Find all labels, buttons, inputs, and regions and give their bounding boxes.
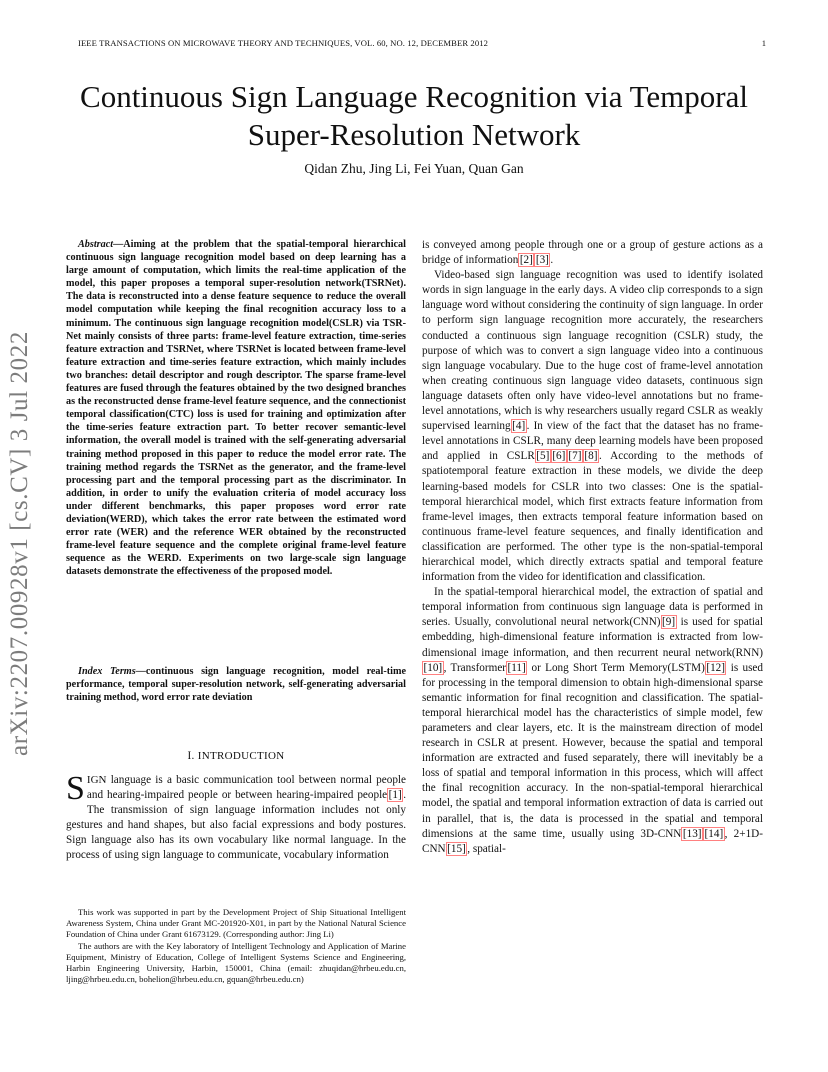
citation-link[interactable]: [12] [706,661,725,674]
citation-link[interactable]: [5] [536,450,550,463]
citation-link[interactable]: [9] [662,616,676,629]
text-run: or Long Short Term Memory(LSTM) [527,661,705,674]
citation-link[interactable]: [4] [512,420,526,433]
text-run: Video-based sign language recognition was used to identify isolated words in sign language in the early days. A video clip corresponds to a sign language word without considering the continuity of sign language. In order to perform sign language recognition more accurately, the researchers conducted a continuous sign language recognition (CSLR) study, the purpose of which was to convert a sign language video into a continuous sign language vocabulary. Due to the huge cost of frame-level annotation when creating continuous sign language video datasets, continuous sign language datasets often only have video-level annotations but no frame-level annotations, which is why researchers usually regard CSLR as weakly supervised learning [422,269,763,433]
text-run: . In view of the fact that the dataset has no frame-level annotations in CSLR, many deep learning models have been proposed and applied in CSLR [422,420,763,463]
citation-link[interactable]: [10] [423,661,443,674]
text-run: is used for spatial embedding, high-dimensional feature information is extracted from low-dimensional image information, and then recurrent neural network(RNN) [422,616,763,659]
running-header: IEEE TRANSACTIONS ON MICROWAVE THEORY AND TECHNIQUES, VOL. 60, NO. 12, DECEMBER 2012 [78,38,489,48]
citation-link[interactable]: [14] [704,827,724,840]
right-paragraph-2 [422,585,763,857]
citation-link[interactable]: [6] [552,450,566,463]
footnote-affiliation: The authors are with the Key laboratory of Intelligent Technology and Application of Marine Equipment, Ministry of Education, College of Intelligent Systems Science and Engineering, Harbin Engineering University, Harbin, 150001, China (email: zhuqidan@hrbeu.edu.cn, ljing@hrbeu.edu.cn, bohelion@hrbeu.edu.cn, gquan@hrbeu.edu.cn) [66,940,406,985]
citation-link[interactable]: [13] [682,827,702,840]
index-terms [66,665,406,704]
text-run: . According to the methods of spatiotemporal feature extraction in these models, we divide the deep learning-based models for CSLR into two classes: One is the spatial-temporal hierarchical model, which first extracts feature information from frame-level images, then extracts temporal feature information based on continuous frame-level feature sequences, and finally identification and classification are performed. The other type is the non-spatial-temporal hierarchical model, which directly extracts spatial and temporal feature information from the video for identification and classification. [422,450,763,584]
section-number: I. [187,750,195,762]
citation-link[interactable]: [2] [519,254,533,267]
abstract-text: —Aiming at the problem that the spatial-temporal hierarchical continuous sign language recognition model based on deep learning has a large amount of computation, which limits the real-time application of the model, this paper proposes a temporal super-resolution network(TSRNet). The data is reconstructed into a dense feature sequence to reduce the overall model computation while keeping the final recognition accuracy loss to a minimum. The continuous sign language recognition model(CSLR) via TSR-Net mainly consists of three parts: frame-level feature extraction, time-series feature extraction and TSRNet, where TSRNet is located between frame-level feature extraction and time-series feature extraction, which mainly includes two branches: detail descriptor and rough descriptor. The sparse frame-level features are fused through the features obtained by the two designed branches as the reconstructed dense frame-level feature sequence, and the connectionist temporal classification(CTC) loss is used for training and optimization after the time-series feature extraction part. To better recover semantic-level information, the overall model is trained with the self-generating adversarial training method proposed in this paper to reduce the model error rate. The training method regards the TSRNet as the generator, and the frame-level processing part and the temporal processing part as the discriminator. In addition, in order to unify the evaluation criteria of model accuracy loss under different benchmarks, this paper proposes word error rate deviation(WERD), which takes the error rate between the estimated word error rate (WER) and the reference WER obtained by the reconstructed frame-level feature sequence and the complete original frame-level feature sequence as the WERD. Experiments on two large-scale sign language datasets demonstrate the effectiveness of the proposed model. [66,239,406,578]
right-paragraph-0 [422,238,763,268]
arxiv-stamp-text: arXiv:2207.00928v1 [cs.CV] 3 Jul 2022 [6,331,33,756]
text-run: is used for processing in the temporal dimension to obtain high-dimensional sparse semantic information for final recognition and classification. The spatial-temporal hierarchical model has the characteristics of simple model, few parameters and clear layers, etc. It is the mainstream direction of model research in CSLR at present. However, because the spatial and temporal information are extracted and fused separately, there will inevitably be a loss of spatial and temporal information in this process, which will affect the final recognition accuracy. In the non-spatial-temporal hierarchical model, the spatial and temporal information extraction of data is carried out in parallel, that is, the data is processed in the spatial and temporal dimensions at the same time, usually using 3D-CNN [422,661,763,840]
abstract-label: Abstract [78,239,114,250]
citation-link[interactable]: [8] [584,450,598,463]
citation-link[interactable]: [1] [388,789,402,802]
page-number: 1 [761,38,766,48]
citation-link[interactable]: [7] [568,450,582,463]
citation-link[interactable]: [11] [507,661,526,674]
index-terms-label: Index Terms [78,666,136,677]
footnote-funding: This work was supported in part by the Development Project of Ship Situational Intelligent Awareness System, China under Grant MC-201920-X01, in part by the National Natural Science Foundation of China under Grant 61673129. (Corresponding author: Jing Li) [66,907,406,940]
text-run: is conveyed among people through one or a group of gesture actions as a bridge of information [422,239,763,267]
citation-link[interactable]: [3] [535,254,549,267]
index-terms-text: —continuous sign language recognition, model real-time performance, temporal super-resolution network, self-generating adversarial training method, word error rate deviation [66,666,406,704]
footnotes [66,907,406,985]
section-heading-introduction [66,750,406,762]
text-run: , spatial- [467,842,506,855]
abstract [66,238,406,578]
paper-title: Continuous Sign Language Recognition via Temporal Super-Resolution Network [80,79,748,152]
text-run: , Transformer [443,661,507,674]
author-list: Qidan Zhu, Jing Li, Fei Yuan, Quan Gan [304,161,524,176]
text-run: . [550,254,554,267]
intro-smallcaps: IGN [86,774,107,786]
introduction-paragraph [66,770,406,864]
citation-link[interactable]: [15] [447,842,466,855]
text-run: In the spatial-temporal hierarchical model, the extraction of spatial and temporal information from continuous sign language data is performed in series. Usually, convolutional neural network(CNN) [422,586,763,629]
intro-text-2: . The transmission of sign language information includes not only gestures and hand shapes, but also facial expressions and body postures. Sign language also has its own vocabulary like normal language. In the process of using sign language to communicate, vocabulary information [66,789,406,862]
right-column [422,238,763,857]
section-title: INTRODUCTION [197,750,285,762]
intro-text-1: language is a basic communication tool between normal people and hearing-impaired people or between hearing-impaired people [86,774,406,802]
drop-cap: S [66,770,85,807]
text-run: , 2+1D-CNN [422,827,763,855]
right-paragraph-1 [422,268,763,585]
